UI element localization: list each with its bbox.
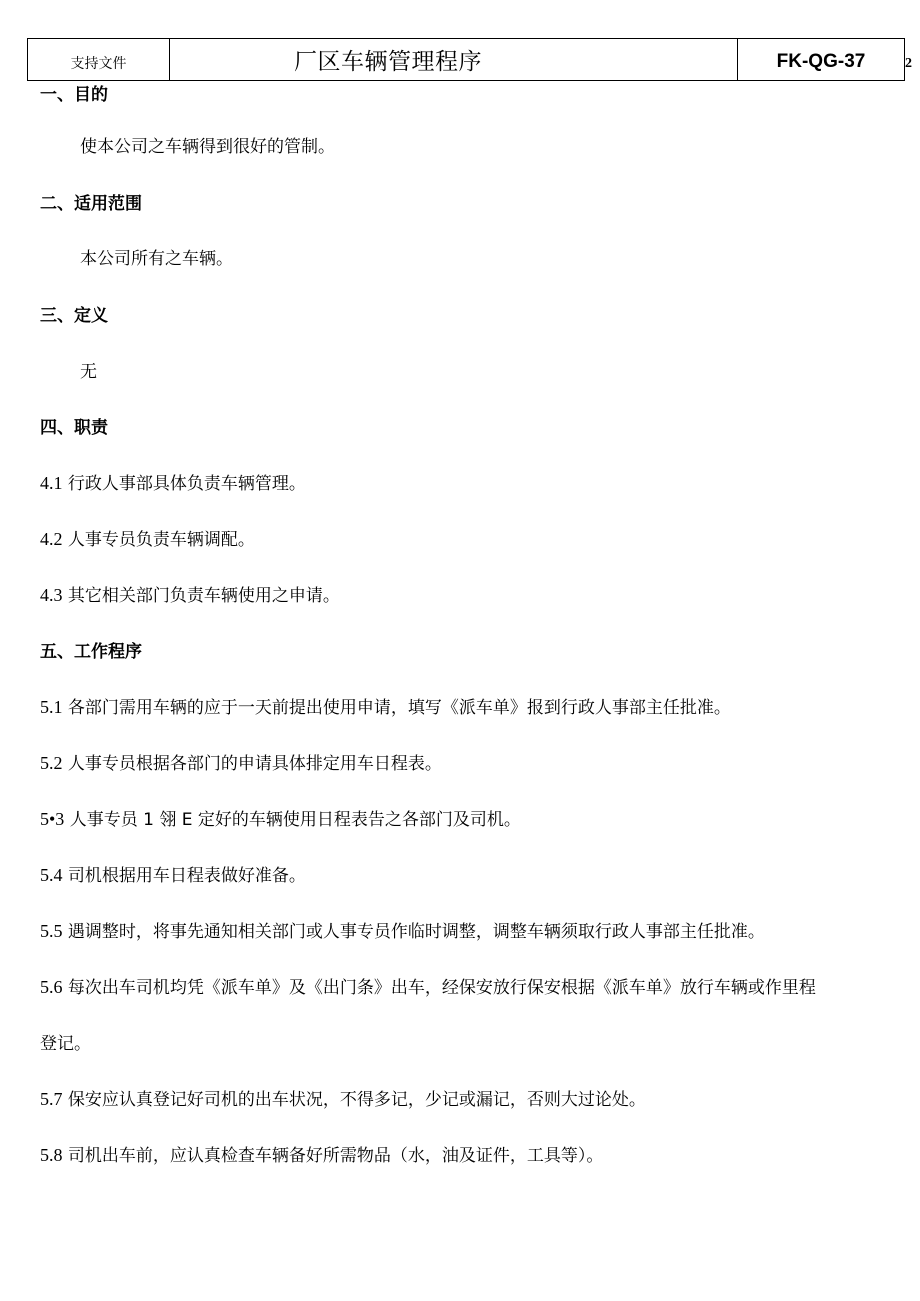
item-number: 4.2 [40, 529, 63, 549]
list-item [40, 525, 255, 550]
item-number: 5.8 [40, 1145, 63, 1165]
list-item [40, 973, 816, 998]
list-item-continuation: 登记。 [40, 1034, 91, 1054]
document-header-table: 支持文件 厂区车辆管理程序 FK-QG-37 2 [27, 38, 905, 81]
section-heading-purpose: 一、目的 [40, 85, 108, 105]
purpose-text: 使本公司之车辆得到很好的管制。 [80, 137, 335, 157]
item-text: 行政人事部具体负责车辆管理。 [67, 474, 306, 494]
item-text: 司机出车前，应认真检查车辆备好所需物品（水，油及证件，工具等）。 [67, 1146, 604, 1166]
item-number: 5.4 [40, 865, 63, 885]
list-item [40, 861, 306, 886]
item-text: 保安应认真登记好司机的出车状况，不得多记，少记或漏记，否则大过论处。 [67, 1090, 646, 1110]
list-item [40, 581, 340, 606]
doc-code-cell: FK-QG-37 [738, 39, 905, 81]
item-text: 其它相关部门负责车辆使用之申请。 [67, 586, 340, 606]
item-number: 5•3 [40, 809, 65, 829]
item-number: 4.3 [40, 585, 63, 605]
item-text: 人事专员根据各部门的申请具体排定用车日程表。 [67, 754, 442, 774]
list-item [40, 917, 765, 942]
scope-text: 本公司所有之车辆。 [80, 249, 233, 269]
item-text: 人事专员 1 翎 E 定好的车辆使用日程表告之各部门及司机。 [69, 810, 521, 830]
item-text: 每次出车司机均凭《派车单》及《出门条》出车，经保安放行保安根据《派车单》放行车辆或作里程 [67, 978, 816, 998]
definitions-text: 无 [80, 362, 97, 382]
list-item [40, 749, 442, 774]
section-heading-procedure: 五、工作程序 [40, 642, 142, 662]
list-item [40, 1141, 603, 1166]
list-item [40, 469, 306, 494]
item-text: 各部门需用车辆的应于一天前提出使用申请，填写《派车单》报到行政人事部主任批准。 [67, 698, 731, 718]
doc-type-cell: 支持文件 [28, 39, 170, 81]
item-text: 司机根据用车日程表做好准备。 [67, 866, 306, 886]
item-number: 5.6 [40, 977, 63, 997]
section-heading-definitions: 三、定义 [40, 306, 108, 326]
item-text: 遇调整时，将事先通知相关部门或人事专员作临时调整，调整车辆须取行政人事部主任批准。 [67, 922, 765, 942]
item-number: 5.1 [40, 697, 63, 717]
section-heading-scope: 二、适用范围 [40, 194, 142, 214]
section-heading-responsibilities: 四、职责 [40, 418, 108, 438]
item-number: 5.7 [40, 1089, 63, 1109]
item-number: 5.5 [40, 921, 63, 941]
item-number: 5.2 [40, 753, 63, 773]
doc-title-cell: 厂区车辆管理程序 [170, 39, 738, 81]
item-text: 人事专员负责车辆调配。 [67, 530, 255, 550]
item-number: 4.1 [40, 473, 63, 493]
list-item [40, 1085, 646, 1110]
list-item [40, 693, 731, 718]
list-item [40, 805, 521, 830]
